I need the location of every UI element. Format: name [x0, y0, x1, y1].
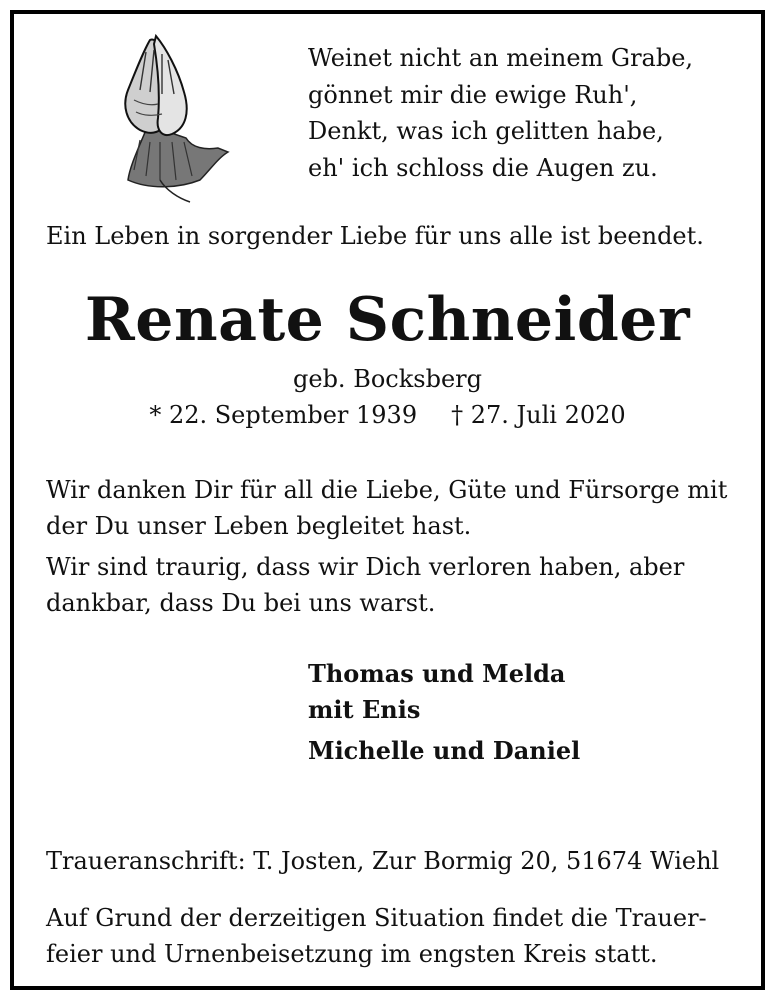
family-line: Thomas und Melda — [308, 659, 566, 688]
poem-line: eh' ich schloss die Augen zu. — [308, 153, 658, 182]
birth-date: * 22. September 1939 — [149, 401, 418, 429]
praying-hands-icon — [100, 30, 230, 205]
mourning-address: Traueranschrift: T. Josten, Zur Bormig 20, 51674 Wiehl — [46, 847, 720, 875]
poem-line: Weinet nicht an meinem Grabe, — [308, 44, 694, 72]
notice-line: feier und Urnenbeisetzung im engsten Kreis statt. — [46, 940, 658, 968]
notice-line: Auf Grund der derzeitigen Situation findet die Trauer- — [46, 904, 707, 932]
thanks-paragraph: Wir danken Dir für all die Liebe, Güte und Fürsorge mit der Du unser Leben begleitet hast. — [46, 476, 728, 540]
intro-text: Ein Leben in sorgender Liebe für uns alle ist beendet. — [46, 222, 704, 250]
life-dates — [0, 397, 775, 433]
death-date: † 27. Juli 2020 — [451, 401, 626, 429]
deceased-name: Renate Schneider — [84, 285, 691, 355]
poem-line: gönnet mir die ewige Ruh', — [308, 80, 638, 109]
funeral-notice — [46, 900, 746, 972]
poem-line: Denkt, was ich gelitten habe, — [308, 117, 664, 145]
family-line: Michelle und Daniel — [308, 736, 581, 765]
poem — [308, 40, 748, 186]
birth-name: geb. Bocksberg — [293, 365, 482, 393]
thanks-paragraph: Wir sind traurig, dass wir Dich verloren haben, aber dankbar, dass Du bei uns warst. — [46, 553, 685, 617]
family-signatures — [308, 656, 728, 769]
thanks-text — [46, 472, 746, 626]
family-line: mit Enis — [308, 695, 421, 724]
